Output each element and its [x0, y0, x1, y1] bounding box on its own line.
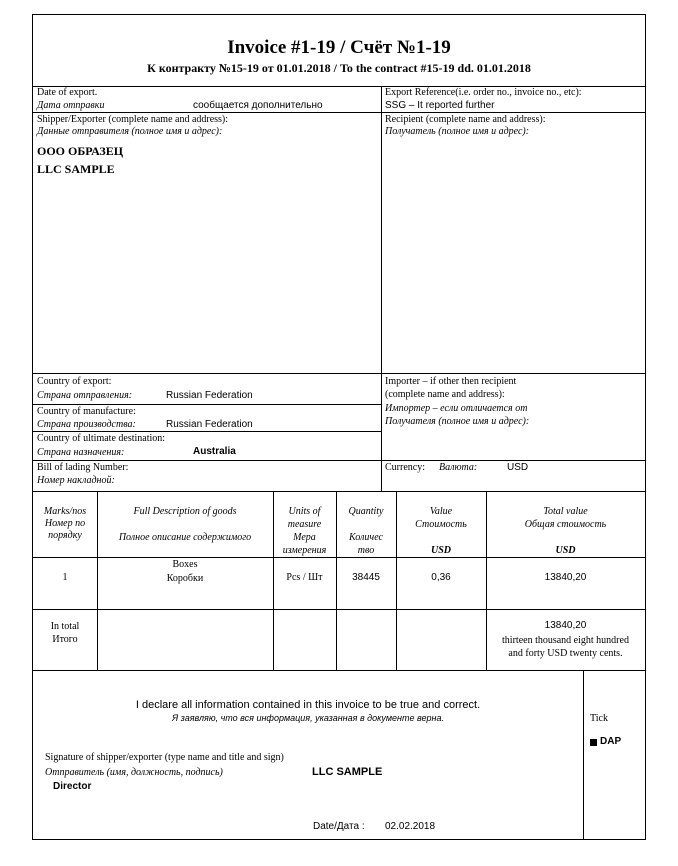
export-reference-value: SSG – It reported further	[385, 100, 495, 111]
importer-line-1: Importer – if other then recipient	[385, 376, 517, 387]
col-divider-terms	[583, 670, 584, 839]
total-words-1: thirteen thousand eight hundred	[502, 635, 629, 646]
divider-country-section	[33, 373, 645, 374]
divider-table-row	[33, 609, 645, 610]
signature-label-en: Signature of shipper/exporter (type name and title and sign)	[45, 752, 284, 763]
th-quantity-1: Quantity	[348, 506, 384, 517]
importer-line-3: Импортер – если отличается от	[385, 403, 528, 414]
th-value-3: USD	[430, 545, 451, 556]
country-manufacture-label-en: Country of manufacture:	[37, 406, 136, 417]
row-quantity: 38445	[352, 572, 380, 583]
country-destination-label-en: Country of ultimate destination:	[37, 433, 166, 444]
th-total-1: Total value	[543, 506, 588, 517]
importer-line-4: Получателя (полное имя и адрес):	[385, 416, 530, 427]
invoice-sheet	[32, 14, 646, 840]
bill-of-lading-label-ru: Номер накладной:	[37, 475, 115, 486]
row-value: 0,36	[431, 572, 451, 583]
divider-country-2	[33, 431, 381, 432]
country-destination-label-ru: Страна назначения:	[37, 447, 125, 458]
signature-title: Director	[53, 781, 92, 792]
shipper-name-ru: ООО ОБРАЗЕЦ	[37, 144, 124, 158]
checkbox-checked-icon[interactable]	[590, 739, 597, 746]
export-reference-label: Export Reference(i.e. order no., invoice no., etc):	[385, 87, 582, 98]
declaration-en: I declare all information contained in this invoice to be true and correct.	[135, 699, 481, 711]
th-quantity-3: тво	[357, 545, 375, 556]
divider-country-3	[33, 460, 645, 461]
export-date-label-ru: Дата отправки	[37, 100, 105, 111]
th-marks-ru-2: порядку	[48, 530, 82, 541]
th-marks-ru-1: Номер по	[44, 518, 86, 529]
divider-table-header	[33, 557, 645, 558]
bill-of-lading-label-en: Bill of lading Number:	[37, 462, 129, 473]
divider-country-1	[33, 404, 381, 405]
signature-label-ru: Отправитель (имя, должность, подпись)	[45, 767, 223, 778]
th-quantity-2: Количес	[349, 532, 383, 543]
divider-table-top	[33, 491, 645, 492]
total-label-ru: Итого	[52, 634, 78, 645]
th-value-1: Value	[429, 506, 453, 517]
total-label-en: In total	[50, 621, 80, 632]
total-words-2: and forty USD twenty cents.	[508, 648, 623, 659]
divider-date-row	[33, 112, 645, 113]
row-description-ru: Коробки	[166, 573, 204, 584]
country-destination-value: Australia	[193, 446, 236, 457]
importer-line-2: (complete name and address):	[385, 389, 505, 400]
currency-label: Currency:	[385, 462, 425, 473]
th-description-ru: Полное описание содержимого	[118, 532, 252, 543]
country-export-label-ru: Страна отправления:	[37, 390, 133, 401]
th-units-4: измерения	[282, 545, 327, 556]
total-amount: 13840,20	[544, 620, 587, 631]
terms-label: Tick	[590, 713, 608, 724]
th-units-1: Units of	[288, 506, 321, 517]
th-units-3: Мера	[293, 532, 316, 543]
th-description-en: Full Description of goods	[133, 506, 237, 517]
contract-subtitle: К контракту №15-19 от 01.01.2018 / To the contract #15-19 dd. 01.01.2018	[147, 61, 531, 75]
th-units-2: measure	[287, 519, 322, 530]
th-marks-en: Marks/nos	[43, 506, 87, 517]
th-value-2: Стоимость	[415, 519, 467, 530]
declaration-ru: Я заявляю, что вся информация, указанная в документе верна.	[172, 713, 444, 723]
th-total-3: USD	[555, 545, 576, 556]
divider-top-mid	[381, 86, 382, 491]
export-date-value: сообщается дополнительно	[193, 100, 323, 111]
date-label: Date/Дата :	[313, 821, 365, 832]
country-manufacture-value: Russian Federation	[166, 419, 253, 430]
country-export-value: Russian Federation	[166, 390, 253, 401]
divider-table-bottom	[33, 670, 645, 671]
currency-value: USD	[507, 462, 529, 473]
export-date-label-en: Date of export.	[37, 87, 98, 98]
terms-option-dap: DAP	[600, 736, 622, 747]
th-total-2: Общая стоимость	[524, 519, 607, 530]
country-export-label-en: Country of export:	[37, 376, 112, 387]
signature-name: LLC SAMPLE	[312, 766, 383, 778]
row-description-en: Boxes	[172, 559, 198, 570]
row-number: 1	[62, 572, 68, 583]
date-value: 02.02.2018	[385, 821, 436, 832]
invoice-title: Invoice #1-19 / Счёт №1-19	[227, 37, 451, 58]
recipient-label-en: Recipient (complete name and address):	[385, 114, 546, 125]
row-units: Pcs / Шт	[286, 572, 323, 583]
currency-label-ru: Валюта:	[439, 462, 478, 473]
row-total: 13840,20	[544, 572, 587, 583]
shipper-name-en: LLC SAMPLE	[37, 162, 115, 176]
recipient-label-ru: Получатель (полное имя и адрес):	[385, 126, 530, 137]
shipper-label-en: Shipper/Exporter (complete name and address):	[37, 114, 229, 125]
country-manufacture-label-ru: Страна производства:	[37, 419, 136, 430]
shipper-label-ru: Данные отправителя (полное имя и адрес):	[37, 126, 223, 137]
